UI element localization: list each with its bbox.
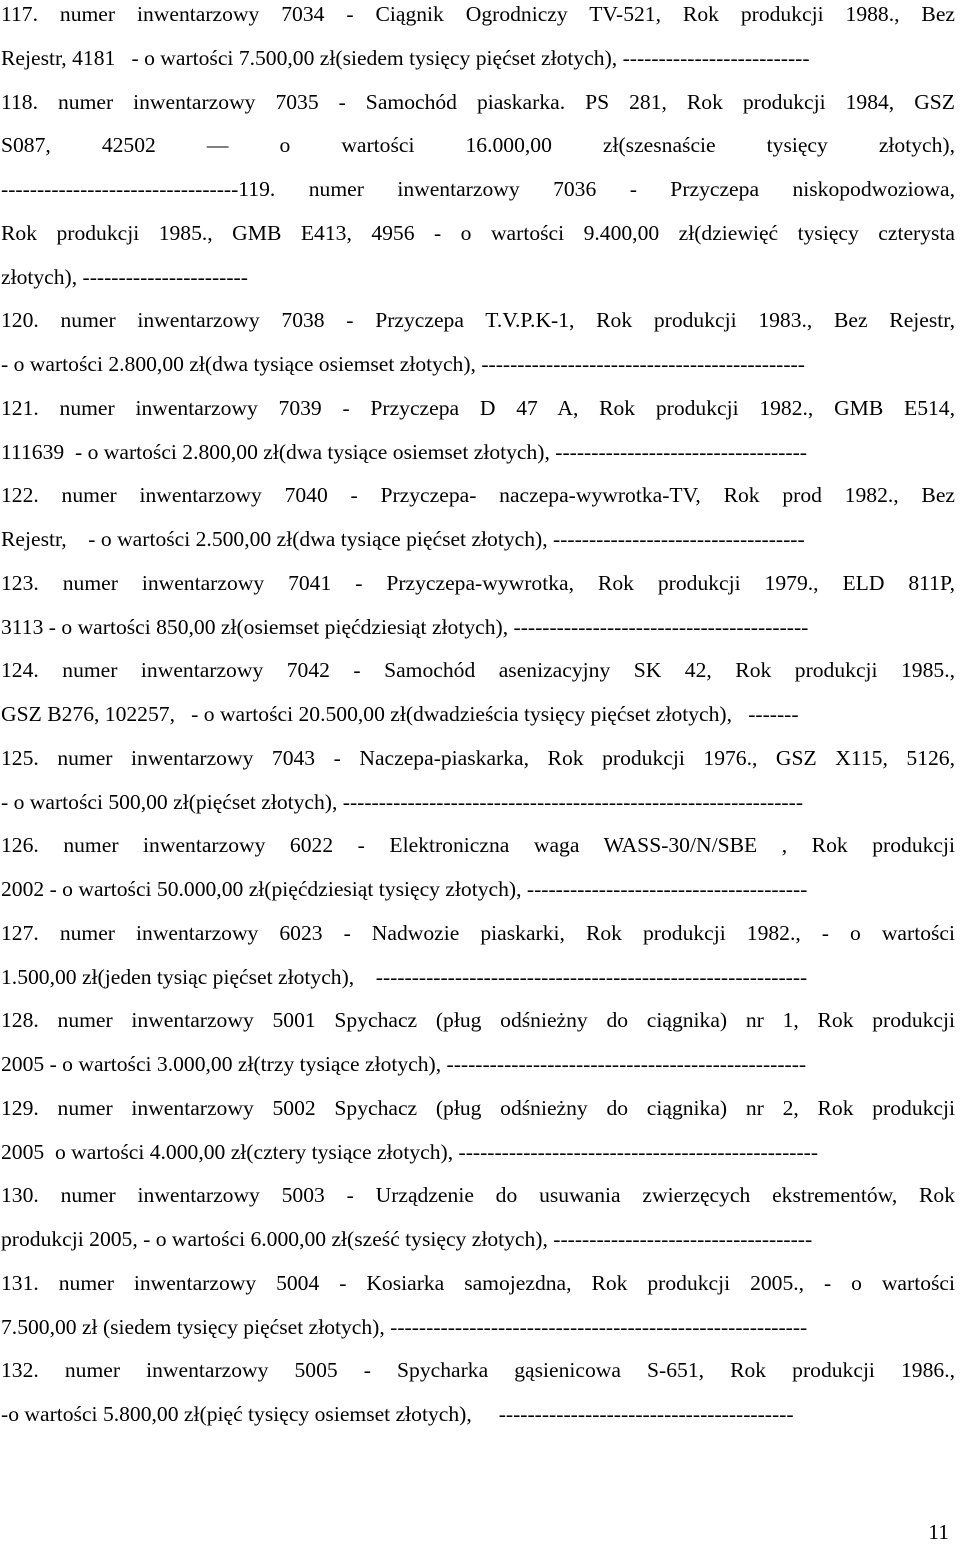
text-line: 1.500,00 zł(jeden tysiąc pięćset złotych), ------------------------------------------------------------ — [1, 964, 808, 989]
text-line: ---------------------------------119. numer inwentarzowy 7036 - Przyczepa niskopodwoziowa, — [1, 177, 955, 201]
text-line: 128. numer inwentarzowy 5001 Spychacz (pług odśnieżny do ciągnika) nr 1, Rok produkcji — [1, 1008, 955, 1033]
text-line: 125. numer inwentarzowy 7043 - Naczepa-piaskarka, Rok produkcji 1976., GSZ X115, 5126, — [1, 745, 955, 770]
text-line: 2002 - o wartości 50.000,00 zł(pięćdziesiąt tysięcy złotych), --------------------------------------- — [1, 877, 808, 901]
text-line: 122. numer inwentarzowy 7040 - Przyczepa- naczepa-wywrotka-TV, Rok prod 1982., Bez — [1, 483, 955, 508]
text-line: S087, 42502 — o wartości 16.000,00 zł(szesnaście tysięcy złotych), — [1, 133, 955, 158]
text-line: 132. numer inwentarzowy 5005 - Spycharka gąsienicowa S-651, Rok produkcji 1986., — [1, 1358, 955, 1383]
text-line: Rejestr, 4181 - o wartości 7.500,00 zł(siedem tysięcy pięćset złotych), -------------------------- — [1, 45, 810, 70]
text-line: 124. numer inwentarzowy 7042 - Samochód asenizacyjny SK 42, Rok produkcji 1985., — [1, 658, 955, 683]
text-line: 2005 o wartości 4.000,00 zł(cztery tysiące złotych), -------------------------------------------------- — [1, 1139, 819, 1164]
text-line: Rejestr, - o wartości 2.500,00 zł(dwa tysiące pięćset złotych), ----------------------------------- — [1, 527, 805, 551]
text-line: - o wartości 500,00 zł(pięćset złotych), ---------------------------------------------------------------- — [1, 789, 804, 814]
text-line: 120. numer inwentarzowy 7038 - Przyczepa T.V.P.K-1, Rok produkcji 1983., Bez Rejestr, — [1, 308, 955, 333]
text-line: 7.500,00 zł (siedem tysięcy pięćset złotych), ---------------------------------------------------------- — [1, 1314, 808, 1339]
text-line: 118. numer inwentarzowy 7035 - Samochód piaskarka. PS 281, Rok produkcji 1984, GSZ — [1, 89, 955, 114]
text-line: 127. numer inwentarzowy 6023 - Nadwozie piaskarki, Rok produkcji 1982., - o wartości — [1, 920, 955, 945]
text-line: 3113 - o wartości 850,00 zł(osiemset pięćdziesiąt złotych), ----------------------------------------- — [1, 614, 809, 639]
text-line: 2005 - o wartości 3.000,00 zł(trzy tysiące złotych), -------------------------------------------------- — [1, 1052, 807, 1076]
text-line: - o wartości 2.800,00 zł(dwa tysiące osiemset złotych), --------------------------------------------- — [1, 352, 805, 376]
text-line: 123. numer inwentarzowy 7041 - Przyczepa-wywrotka, Rok produkcji 1979., ELD 811P, — [1, 570, 955, 595]
text-line: 130. numer inwentarzowy 5003 - Urządzenie do usuwania zwierzęcych ekstrementów, Rok — [1, 1183, 955, 1208]
text-line: 111639 - o wartości 2.800,00 zł(dwa tysiące osiemset złotych), ----------------------------------- — [1, 439, 807, 464]
text-line: 129. numer inwentarzowy 5002 Spychacz (pług odśnieżny do ciągnika) nr 2, Rok produkcji — [1, 1095, 955, 1120]
text-line: 121. numer inwentarzowy 7039 - Przyczepa D 47 A, Rok produkcji 1982., GMB E514, — [1, 395, 955, 420]
text-line: 117. numer inwentarzowy 7034 - Ciągnik Ogrodniczy TV-521, Rok produkcji 1988., Bez — [1, 2, 955, 26]
text-line: złotych), ----------------------- — [1, 264, 248, 289]
text-line: -o wartości 5.800,00 zł(pięć tysięcy osiemset złotych), ----------------------------------------- — [1, 1402, 794, 1426]
text-line: 131. numer inwentarzowy 5004 - Kosiarka samojezdna, Rok produkcji 2005., - o wartości — [1, 1270, 955, 1295]
text-line: 126. numer inwentarzowy 6022 - Elektroniczna waga WASS-30/N/SBE , Rok produkcji — [1, 833, 955, 858]
page-number: 11 — [928, 1520, 949, 1544]
text-line: GSZ B276, 102257, - o wartości 20.500,00 zł(dwadzieścia tysięcy pięćset złotych), ------- — [1, 702, 799, 726]
text-line: produkcji 2005, - o wartości 6.000,00 zł(sześć tysięcy złotych), ------------------------------------ — [1, 1227, 813, 1251]
text-line: Rok produkcji 1985., GMB E413, 4956 - o wartości 9.400,00 zł(dziewięć tysięcy czterysta — [1, 220, 955, 245]
